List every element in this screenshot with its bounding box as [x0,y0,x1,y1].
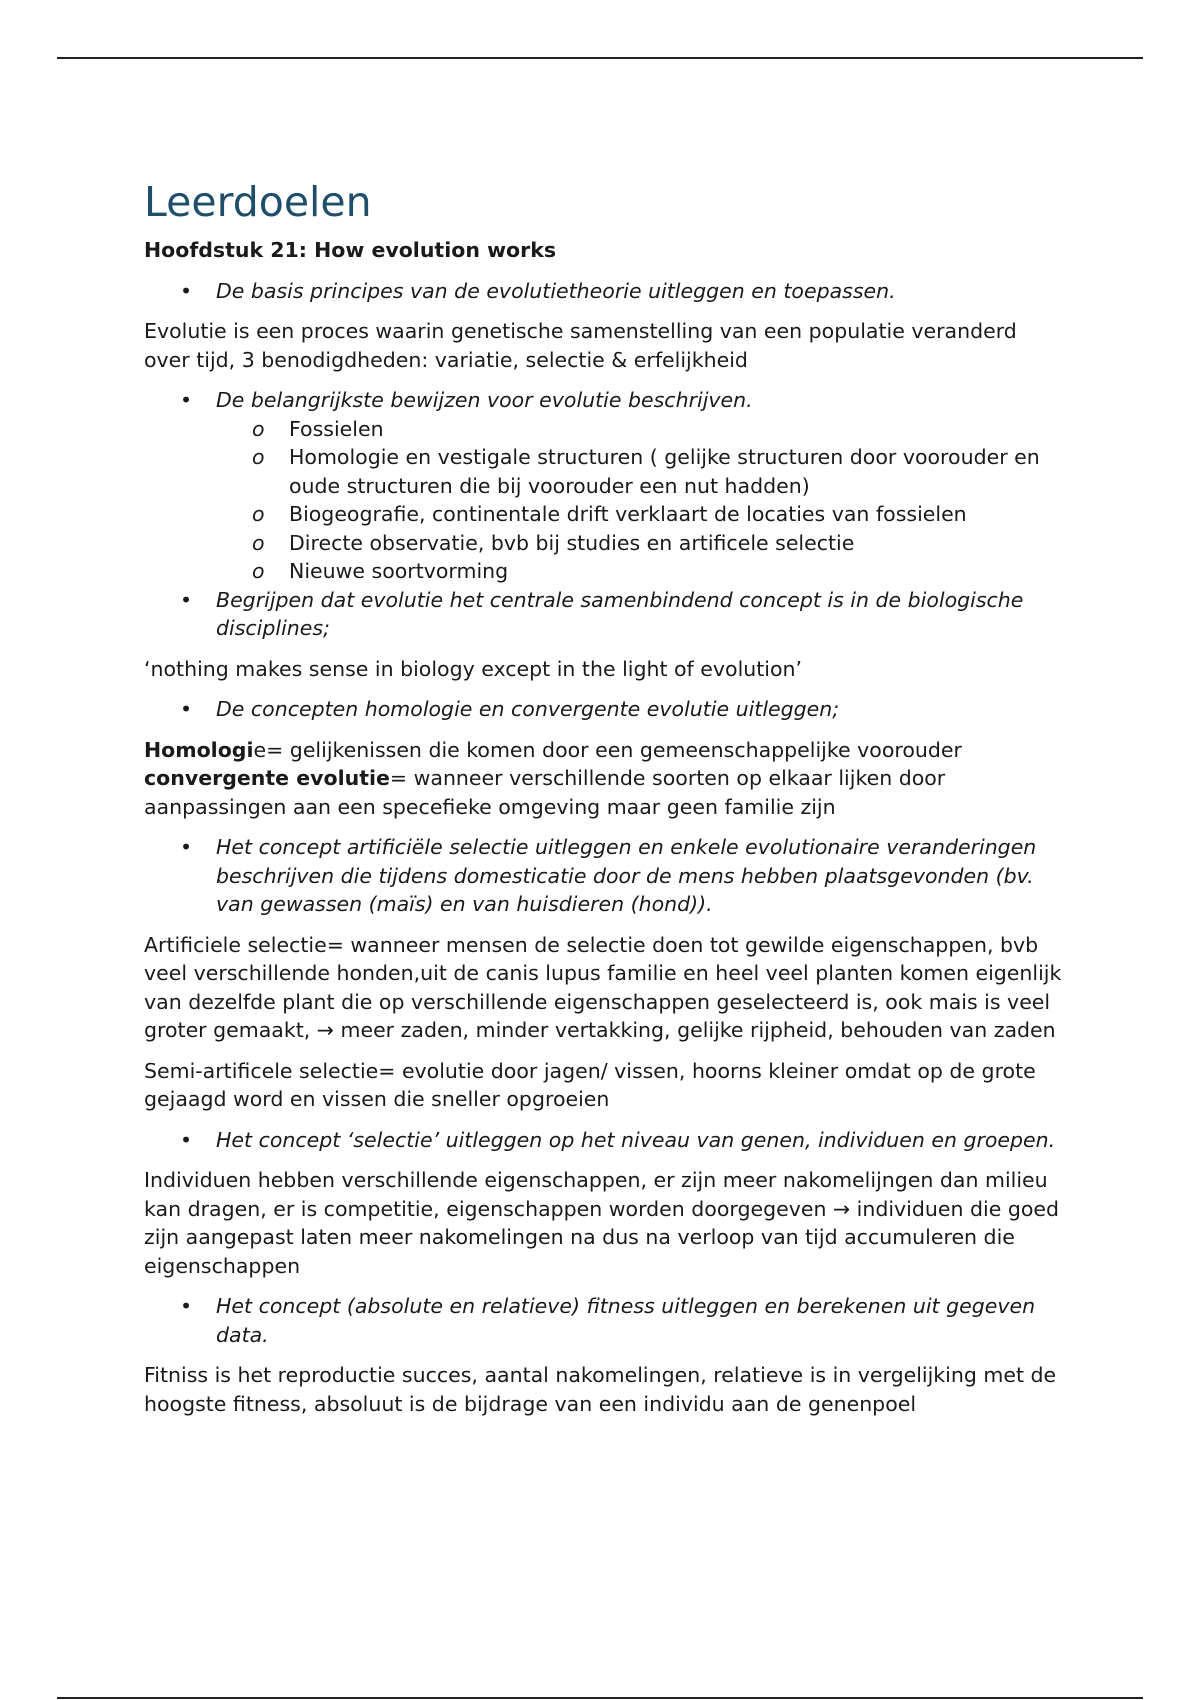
list-item [144,500,1064,529]
bullet-icon: • [180,697,193,721]
sub-bullet-icon: o [252,416,265,441]
learning-goal-2 [144,386,1064,415]
quote: ‘nothing makes sense in biology except in the light of evolution’ [144,656,803,681]
learning-goal-text: Het concept (absolute en relatieve) fitness uitleggen en berekenen uit gegeven data. [216,1294,1036,1347]
footer-rule [57,1697,1143,1699]
list-item-text: Biogeografie, continentale drift verklaart de locaties van fossielen [289,502,967,526]
paragraph-selection: Individuen hebben verschillende eigenschappen, er zijn meer nakomelijngen dan milieu kan dragen, er is competitie, eigenschappen worden doorgegeven → individuen die goed zijn aangepast laten meer nakomelingen na dus na verloop van tijd accumuleren die eigenschappen [144,1168,1060,1278]
paragraph-artificial-selection: Artificiele selectie= wanneer mensen de selectie doen tot gewilde eigenschappen, bvb veel verschillende honden,uit de canis lupus familie en heel veel planten komen eigenlijk van dezelfde plant die op verschillende eigenschappen geselecteerd is, ook mais is veel groter gemaakt, → meer zaden, minder vertakking, gelijke rijpheid, behouden van zaden [144,932,1062,1042]
sub-bullet-icon: o [252,445,265,469]
page-title: Leerdoelen [144,178,372,226]
term-homologie: Homologi [144,737,254,762]
list-item [144,415,1064,444]
learning-goal-1 [144,277,1064,306]
learning-goal-3 [144,586,1064,643]
bullet-icon: • [180,1294,193,1318]
definition-convergent-text: = wanneer verschillende soorten op elkaar lijken door aanpassingen aan een specefieke omgeving maar geen familie zijn [144,766,946,819]
bullet-icon: • [180,388,193,412]
term-convergent: convergente evolutie [144,766,390,790]
paragraph-definitions [144,736,1064,822]
list-item-text: Directe observatie, bvb bij studies en artificele selectie [289,530,855,555]
bullet-icon: • [180,278,193,303]
learning-goal-text: De belangrijkste bewijzen voor evolutie beschrijven. [216,388,753,412]
definition-homologie-text: e= gelijkenissen die komen door een gemeenschappelijke voorouder [253,737,962,762]
list-item [144,443,1064,500]
learning-goal-text: De basis principes van de evolutietheorie uitleggen en toepassen. [216,278,896,303]
bullet-icon: • [180,835,193,859]
list-item [144,557,1064,586]
sub-bullet-icon: o [252,559,265,583]
learning-goal-5 [144,833,1064,919]
learning-goal-text: Het concept ‘selectie’ uitleggen op het niveau van genen, individuen en groepen. [216,1127,1056,1152]
document-body [144,176,1064,1430]
bullet-icon: • [180,1127,193,1152]
list-item-text: Fossielen [289,416,384,441]
sub-bullet-icon: o [252,502,265,526]
definition-homologie [144,738,962,762]
list-item [144,529,1064,558]
learning-goal-6 [144,1126,1064,1155]
paragraph-fitness: Fitniss is het reproductie succes, aantal nakomelingen, relatieve is in vergelijking met de hoogste fitness, absoluut is de bijdrage van een individu aan de genenpoel [144,1363,1057,1416]
sub-bullet-icon: o [252,530,265,555]
learning-goal-4 [144,695,1064,724]
list-item-text: Homologie en vestigale structuren ( gelijke structuren door voorouder en oude structuren die bij voorouder een nut hadden) [289,445,1040,498]
list-item-text: Nieuwe soortvorming [289,559,509,583]
paragraph-evolution: Evolutie is een proces waarin genetische samenstelling van een populatie veranderd over tijd, 3 benodigdheden: variatie, selectie & erfelijkheid [144,319,1017,372]
definition-convergent [144,766,945,819]
paragraph-semi-artificial-selection: Semi-artificele selectie= evolutie door jagen/ vissen, hoorns kleiner omdat op de grote gejaagd word en vissen die sneller opgroeien [144,1058,1036,1111]
evidence-list [144,415,1064,586]
chapter-heading: Hoofdstuk 21: How evolution works [144,238,557,262]
learning-goal-text: Begrijpen dat evolutie het centrale samenbindend concept is in de biologische disciplines; [216,587,1024,640]
learning-goal-7 [144,1292,1064,1349]
learning-goal-text: De concepten homologie en convergente evolutie uitleggen; [216,697,840,721]
learning-goal-text: Het concept artificiële selectie uitleggen en enkele evolutionaire veranderingen beschrijven die tijdens domesticatie door de mens hebben plaatsgevonden (bv. van gewassen (maïs) en van huisdieren (hond)). [216,835,1037,916]
header-rule [57,57,1143,59]
bullet-icon: • [180,587,193,612]
